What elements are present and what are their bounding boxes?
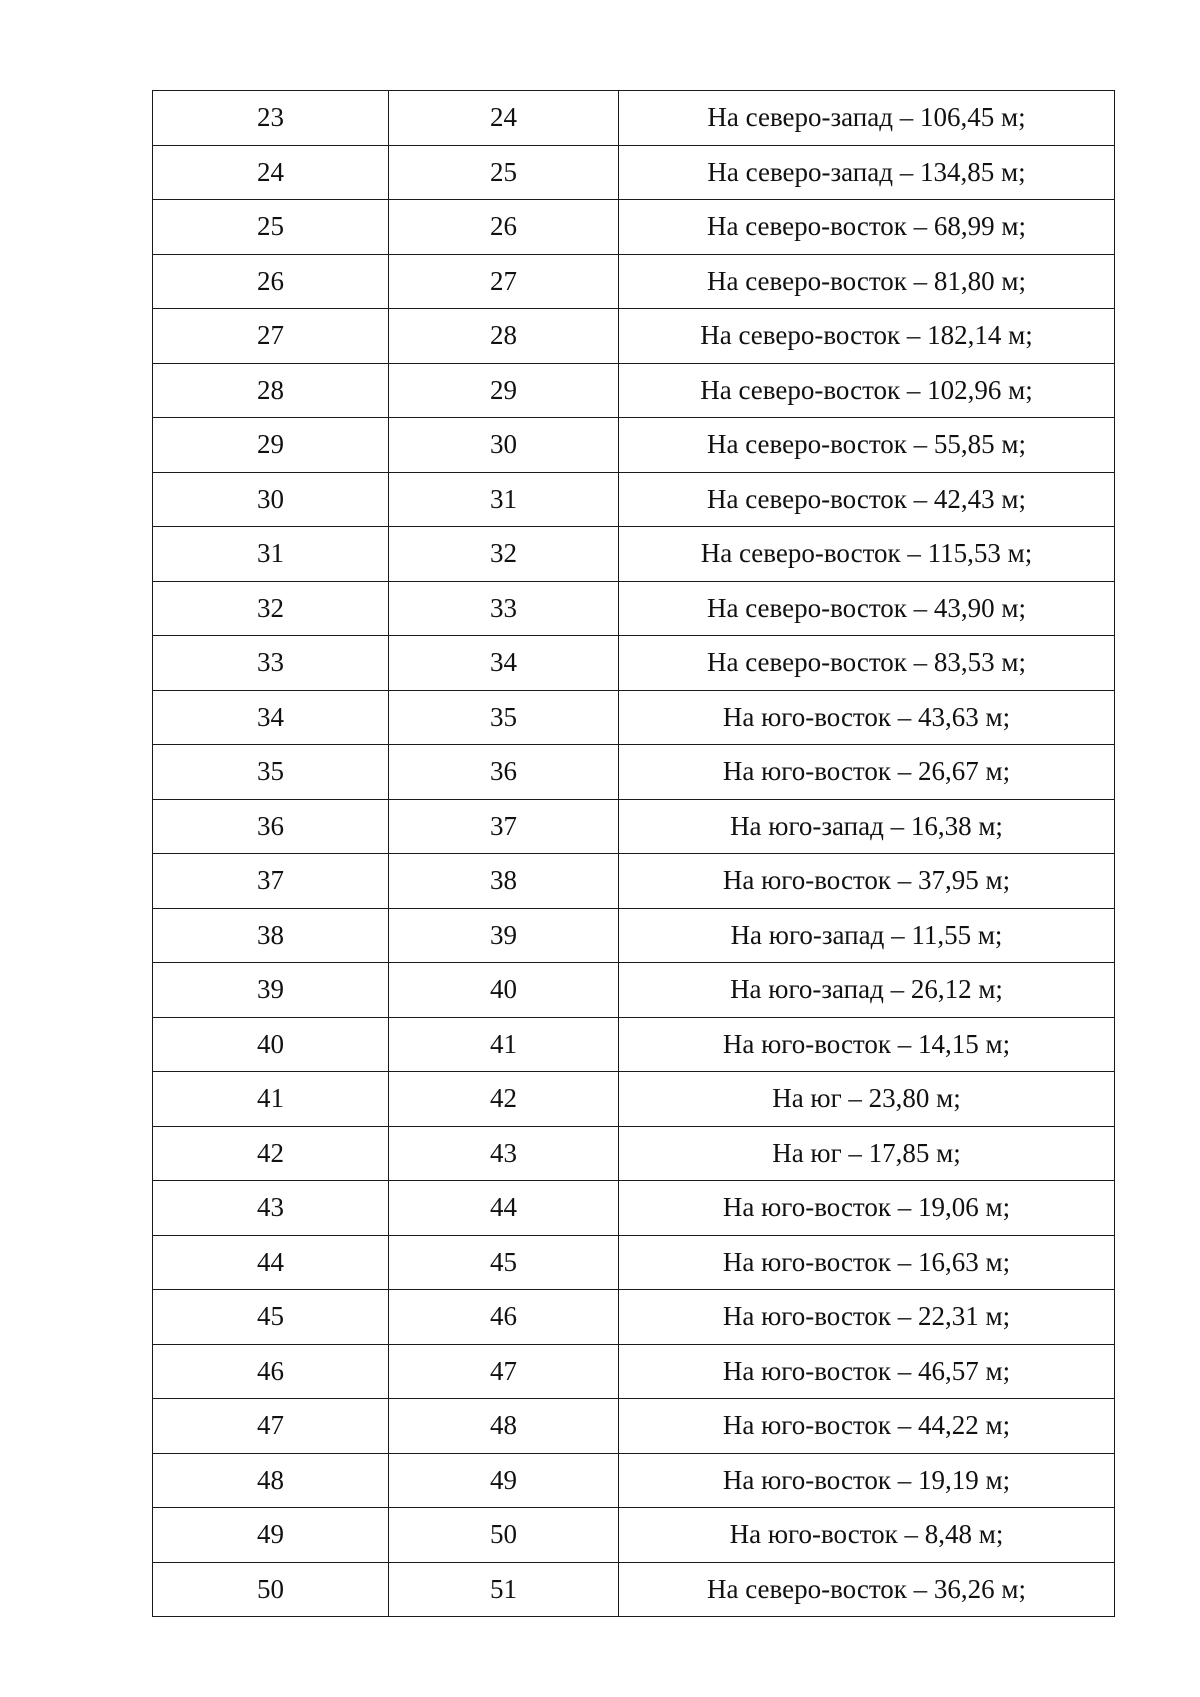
direction-distance-cell: На юго-запад – 11,55 м; — [619, 908, 1115, 963]
point-to-cell: 44 — [389, 1181, 619, 1236]
direction-distance-cell: На юго-восток – 19,19 м; — [619, 1453, 1115, 1508]
point-to-cell: 39 — [389, 908, 619, 963]
point-to-cell: 48 — [389, 1399, 619, 1454]
table-row — [153, 1235, 1115, 1290]
table-row — [153, 963, 1115, 1018]
table-row — [153, 690, 1115, 745]
point-from-cell: 45 — [153, 1290, 389, 1345]
point-from-cell: 29 — [153, 418, 389, 473]
table-body — [153, 91, 1115, 1617]
point-to-cell: 41 — [389, 1017, 619, 1072]
table-row — [153, 581, 1115, 636]
point-to-cell: 37 — [389, 799, 619, 854]
point-to-cell: 36 — [389, 745, 619, 800]
direction-distance-cell: На северо-восток – 81,80 м; — [619, 254, 1115, 309]
table-row — [153, 1290, 1115, 1345]
point-to-cell: 51 — [389, 1562, 619, 1617]
point-to-cell: 34 — [389, 636, 619, 691]
point-from-cell: 39 — [153, 963, 389, 1018]
table-row — [153, 472, 1115, 527]
point-to-cell: 25 — [389, 145, 619, 200]
point-from-cell: 33 — [153, 636, 389, 691]
direction-distance-cell: На юго-запад – 26,12 м; — [619, 963, 1115, 1018]
point-to-cell: 42 — [389, 1072, 619, 1127]
point-from-cell: 44 — [153, 1235, 389, 1290]
point-from-cell: 42 — [153, 1126, 389, 1181]
point-to-cell: 29 — [389, 363, 619, 418]
table-row — [153, 799, 1115, 854]
direction-distance-cell: На северо-восток – 43,90 м; — [619, 581, 1115, 636]
point-to-cell: 49 — [389, 1453, 619, 1508]
point-from-cell: 24 — [153, 145, 389, 200]
point-from-cell: 37 — [153, 854, 389, 909]
table-row — [153, 200, 1115, 255]
table-row — [153, 254, 1115, 309]
point-from-cell: 40 — [153, 1017, 389, 1072]
table-row — [153, 908, 1115, 963]
point-to-cell: 43 — [389, 1126, 619, 1181]
table-row — [153, 418, 1115, 473]
point-from-cell: 35 — [153, 745, 389, 800]
table-row — [153, 363, 1115, 418]
table-row — [153, 1181, 1115, 1236]
point-to-cell: 24 — [389, 91, 619, 146]
point-from-cell: 36 — [153, 799, 389, 854]
direction-distance-cell: На северо-запад – 134,85 м; — [619, 145, 1115, 200]
table-row — [153, 1453, 1115, 1508]
point-to-cell: 46 — [389, 1290, 619, 1345]
direction-distance-cell: На юго-восток – 26,67 м; — [619, 745, 1115, 800]
direction-distance-cell: На юг – 23,80 м; — [619, 1072, 1115, 1127]
point-from-cell: 32 — [153, 581, 389, 636]
direction-distance-cell: На юго-восток – 22,31 м; — [619, 1290, 1115, 1345]
point-to-cell: 45 — [389, 1235, 619, 1290]
direction-distance-cell: На северо-восток – 55,85 м; — [619, 418, 1115, 473]
point-to-cell: 31 — [389, 472, 619, 527]
boundary-points-table — [152, 90, 1115, 1617]
direction-distance-cell: На северо-восток – 68,99 м; — [619, 200, 1115, 255]
point-to-cell: 28 — [389, 309, 619, 364]
table-row — [153, 145, 1115, 200]
direction-distance-cell: На северо-восток – 102,96 м; — [619, 363, 1115, 418]
point-from-cell: 48 — [153, 1453, 389, 1508]
point-to-cell: 27 — [389, 254, 619, 309]
table-row — [153, 1508, 1115, 1563]
point-to-cell: 30 — [389, 418, 619, 473]
direction-distance-cell: На северо-запад – 106,45 м; — [619, 91, 1115, 146]
point-from-cell: 47 — [153, 1399, 389, 1454]
table-row — [153, 527, 1115, 582]
table-row — [153, 1017, 1115, 1072]
point-from-cell: 43 — [153, 1181, 389, 1236]
direction-distance-cell: На северо-восток – 115,53 м; — [619, 527, 1115, 582]
table-row — [153, 854, 1115, 909]
point-to-cell: 32 — [389, 527, 619, 582]
point-from-cell: 30 — [153, 472, 389, 527]
point-from-cell: 34 — [153, 690, 389, 745]
table-row — [153, 1399, 1115, 1454]
point-from-cell: 49 — [153, 1508, 389, 1563]
point-from-cell: 31 — [153, 527, 389, 582]
direction-distance-cell: На юго-восток – 14,15 м; — [619, 1017, 1115, 1072]
table-row — [153, 1562, 1115, 1617]
direction-distance-cell: На юго-восток – 37,95 м; — [619, 854, 1115, 909]
direction-distance-cell: На юго-восток – 16,63 м; — [619, 1235, 1115, 1290]
table-row — [153, 309, 1115, 364]
direction-distance-cell: На северо-восток – 36,26 м; — [619, 1562, 1115, 1617]
point-from-cell: 25 — [153, 200, 389, 255]
table-row — [153, 1126, 1115, 1181]
direction-distance-cell: На северо-восток – 83,53 м; — [619, 636, 1115, 691]
point-from-cell: 23 — [153, 91, 389, 146]
direction-distance-cell: На северо-восток – 182,14 м; — [619, 309, 1115, 364]
table-row — [153, 91, 1115, 146]
point-from-cell: 38 — [153, 908, 389, 963]
table-row — [153, 745, 1115, 800]
direction-distance-cell: На юго-восток – 8,48 м; — [619, 1508, 1115, 1563]
point-from-cell: 41 — [153, 1072, 389, 1127]
direction-distance-cell: На юго-запад – 16,38 м; — [619, 799, 1115, 854]
direction-distance-cell: На юго-восток – 44,22 м; — [619, 1399, 1115, 1454]
table-row — [153, 1072, 1115, 1127]
direction-distance-cell: На юго-восток – 43,63 м; — [619, 690, 1115, 745]
point-to-cell: 50 — [389, 1508, 619, 1563]
point-from-cell: 26 — [153, 254, 389, 309]
point-from-cell: 27 — [153, 309, 389, 364]
point-from-cell: 28 — [153, 363, 389, 418]
point-to-cell: 47 — [389, 1344, 619, 1399]
table-row — [153, 636, 1115, 691]
direction-distance-cell: На северо-восток – 42,43 м; — [619, 472, 1115, 527]
table-row — [153, 1344, 1115, 1399]
point-to-cell: 38 — [389, 854, 619, 909]
point-from-cell: 50 — [153, 1562, 389, 1617]
direction-distance-cell: На юг – 17,85 м; — [619, 1126, 1115, 1181]
direction-distance-cell: На юго-восток – 46,57 м; — [619, 1344, 1115, 1399]
point-from-cell: 46 — [153, 1344, 389, 1399]
point-to-cell: 40 — [389, 963, 619, 1018]
point-to-cell: 33 — [389, 581, 619, 636]
point-to-cell: 35 — [389, 690, 619, 745]
direction-distance-cell: На юго-восток – 19,06 м; — [619, 1181, 1115, 1236]
point-to-cell: 26 — [389, 200, 619, 255]
